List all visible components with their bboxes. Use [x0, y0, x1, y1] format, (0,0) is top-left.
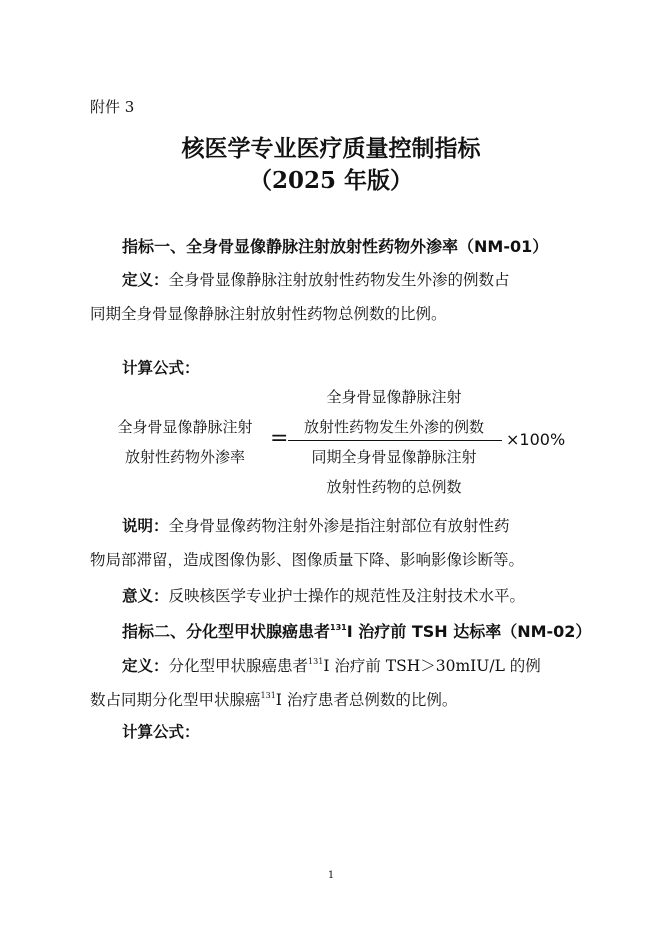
formula-numerator-line1: 全身骨显像静脉注射	[326, 388, 462, 406]
attachment-label: 附件 3	[90, 98, 135, 116]
indicator2-heading	[122, 619, 591, 642]
significance-text: 反映核医学专业护士操作的规范性及注射技术水平。	[168, 587, 526, 605]
note-text: 全身骨显像药物注射外渗是指注射部位有放射性药	[168, 517, 510, 535]
indicator1-formula-label: 计算公式：	[122, 359, 200, 377]
isotope-superscript: 131	[308, 657, 324, 666]
definition-label: 定义：	[122, 657, 169, 675]
definition-text: 分化型甲状腺癌患者	[168, 657, 309, 675]
indicator1-note-line2: 物局部滞留，造成图像伪影、图像质量下降、影响影像诊断等。	[90, 551, 525, 569]
definition-text: 数占同期分化型甲状腺癌	[90, 691, 261, 709]
indicator1-definition-line1	[122, 268, 510, 290]
isotope-superscript: 131	[260, 691, 276, 700]
formula-equals: =	[270, 426, 289, 451]
formula-lhs-line1: 全身骨显像静脉注射	[117, 418, 253, 436]
indicator2-formula-label: 计算公式：	[122, 723, 200, 741]
formula-multiplier: ×100%	[506, 430, 566, 449]
isotope-superscript: 131	[330, 623, 347, 632]
definition-text: I 治疗患者总例数的比例。	[275, 691, 458, 709]
page-number: 1	[327, 870, 335, 881]
heading-part: I 治疗前 TSH 达标率（NM-02）	[346, 622, 592, 641]
indicator1-heading: 指标一、全身骨显像静脉注射放射性药物外渗率（NM-01）	[122, 237, 549, 256]
indicator2-definition-line2	[90, 688, 457, 710]
indicator1-significance	[122, 584, 525, 606]
definition-text: 全身骨显像静脉注射放射性药物发生外渗的例数占	[168, 271, 510, 289]
document-edition: （2025 年版）	[248, 167, 414, 194]
definition-text: I 治疗前 TSH＞30mIU/L 的例	[323, 657, 541, 675]
definition-label: 定义：	[122, 271, 169, 289]
heading-part: 指标二、分化型甲状腺癌患者	[122, 622, 331, 641]
fraction-bar	[288, 440, 502, 441]
indicator2-definition-line1	[122, 654, 541, 676]
indicator1-note-line1	[122, 514, 510, 536]
formula-lhs-line2: 放射性药物外渗率	[124, 448, 245, 466]
document-title: 核医学专业医疗质量控制指标	[181, 135, 481, 162]
formula-numerator-line2: 放射性药物发生外渗的例数	[303, 418, 484, 436]
formula-denominator-line1: 同期全身骨显像静脉注射	[311, 448, 477, 466]
formula-denominator-line2: 放射性药物的总例数	[326, 478, 462, 496]
note-label: 说明：	[122, 517, 169, 535]
significance-label: 意义：	[122, 587, 169, 605]
indicator1-definition-line2: 同期全身骨显像静脉注射放射性药物总例数的比例。	[90, 305, 447, 323]
